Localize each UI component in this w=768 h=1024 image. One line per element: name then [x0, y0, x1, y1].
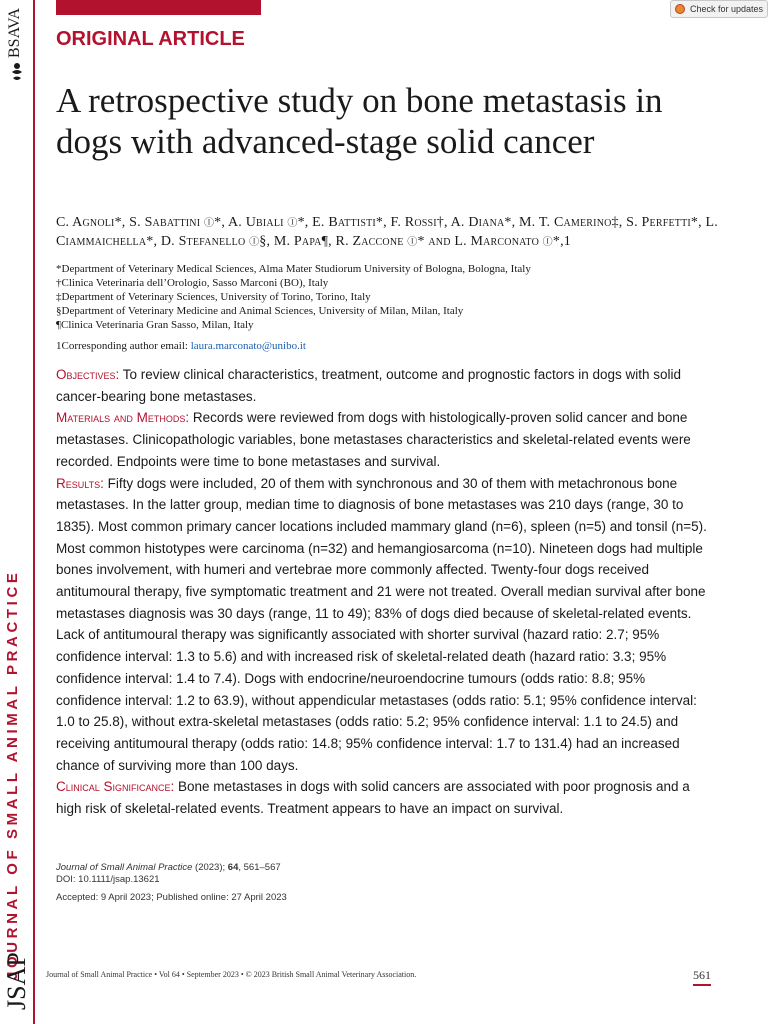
corresponding-label: 1Corresponding author email:: [56, 340, 191, 352]
article-title: A retrospective study on bone metastasis in dogs with advanced-stage solid cancer: [56, 81, 663, 161]
citation: [56, 862, 281, 886]
author-list: C. Agnoli*, S. Sabattini ⓘ*, A. Ubiali ⓘ*, E. Battisti*, F. Rossi†, A. Diana*, M. T. Camerino‡, S. Perfetti*, L. Ciammaichella*, D. Stefanello ⓘ§, M. Papa¶, R. Zaccone ⓘ* and L. Marconato ⓘ*,1: [56, 215, 718, 249]
page-footer: Journal of Small Animal Practice • Vol 64 • September 2023 • © 2023 British Small Animal Veterinary Association.: [46, 970, 417, 979]
jsap-logo: JSAP: [2, 952, 31, 1010]
check-for-updates-label: Check for updates: [690, 4, 764, 14]
check-for-updates-button[interactable]: [670, 0, 768, 18]
affiliation: ‡Department of Veterinary Sciences, University of Torino, Torino, Italy: [56, 291, 371, 303]
significance-text: Bone metastases in dogs with solid cancers are associated with poor prognosis and a high risk of skeletal-related events. Treatment appears to have an impact on survival.: [56, 779, 690, 817]
article-type: ORIGINAL ARTICLE: [56, 28, 245, 50]
results-text: Fifty dogs were included, 20 of them with synchronous and 30 of them with metachronous bone metastases. In the latter group, median time to diagnosis of bone metastases was 210 days (range, 30 to 1835). Most common primary cancer locations included mammary gland (n=6), spleen (n=5) and tonsil (n=5). Most common histotypes were carcinoma (n=32) and hemangiosarcoma (n=10). Nineteen dogs had multiple bones involvement, with humeri and vertebrae more commonly affected. Twenty-four dogs received antitumoural therapy, five symptomatic treatment and 21 were not treated. Overall median survival after bone metastases diagnosis was 30 days (range, 11 to 49); 83% of dogs died because of skeletal-related events. Lack of antitumoural therapy was significantly associated with shorter survival (hazard ratio: 2.7; 95% confidence interval: 1.3 to 5.6) and with increased risk of skeletal-related death (hazard ratio: 3.3; 95% confidence interval: 1.4 to 7.4). Dogs with endocrine/neuroendocrine tumours (odds ratio: 8.8; 95% confidence interval: 1.2 to 63.9), without appendicular metastases (odds ratio: 5.1; 95% confidence interval: 1.0 to 25.8), without extra-skeletal metastases (odds ratio: 5.2; 95% confidence interval: 1.1 to 24.5) and receiving antitumoural therapy (odds ratio: 14.8; 95% confidence interval: 1.7 to 131.4) had an increased chance of surviving more than 100 days.: [56, 475, 707, 773]
journal-vertical-title: JOURNAL OF SMALL ANIMAL PRACTICE: [4, 569, 21, 980]
abstract-results: [56, 473, 714, 777]
abstract-objectives: [56, 364, 714, 407]
citation-year: (2023);: [192, 862, 228, 873]
header-accent-bar: [56, 0, 261, 15]
objectives-label: Objectives:: [56, 367, 120, 382]
abstract: [56, 364, 714, 820]
bsava-logo-icon: [10, 62, 24, 84]
abstract-significance: [56, 776, 714, 819]
results-label: Results:: [56, 475, 104, 491]
affiliations: [56, 262, 736, 332]
methods-label: Materials and Methods:: [56, 410, 190, 426]
bsava-label: BSAVA: [6, 7, 23, 58]
citation-journal: Journal of Small Animal Practice: [56, 862, 193, 873]
affiliation: *Department of Veterinary Medical Sciences, Alma Mater Studiorum University of Bologna, Bologna, Italy: [56, 263, 531, 275]
corresponding-author: [56, 340, 306, 352]
affiliation: §Department of Veterinary Medicine and Animal Sciences, University of Milan, Milan, Italy: [56, 305, 464, 317]
affiliation: †Clinica Veterinaria dell’Orologio, Sasso Marconi (BO), Italy: [56, 277, 329, 289]
objectives-text: To review clinical characteristics, treatment, outcome and prognostic factors in dogs with solid cancer-bearing bone metastases.: [56, 367, 682, 404]
citation-pages: , 561–567: [238, 862, 281, 873]
crossmark-icon: [675, 4, 685, 14]
citation-doi[interactable]: DOI: 10.1111/jsap.13621: [56, 874, 160, 885]
methods-text: Records were reviewed from dogs with histologically-proven solid cancer and bone metastases. Clinicopathologic variables, bone metastases characteristics and skeletal-related events were recorded. Endpoints were time to bone metastases and survival.: [56, 410, 691, 469]
page-number: 561: [693, 968, 711, 986]
abstract-methods: [56, 407, 714, 472]
significance-label: Clinical Significance:: [56, 779, 175, 795]
corresponding-email-link[interactable]: laura.marconato@unibo.it: [190, 340, 306, 352]
citation-volume: 64: [227, 862, 239, 873]
affiliation: ¶Clinica Veterinaria Gran Sasso, Milan, Italy: [56, 319, 254, 331]
accepted-dates: Accepted: 9 April 2023; Published online: 27 April 2023: [56, 892, 287, 903]
